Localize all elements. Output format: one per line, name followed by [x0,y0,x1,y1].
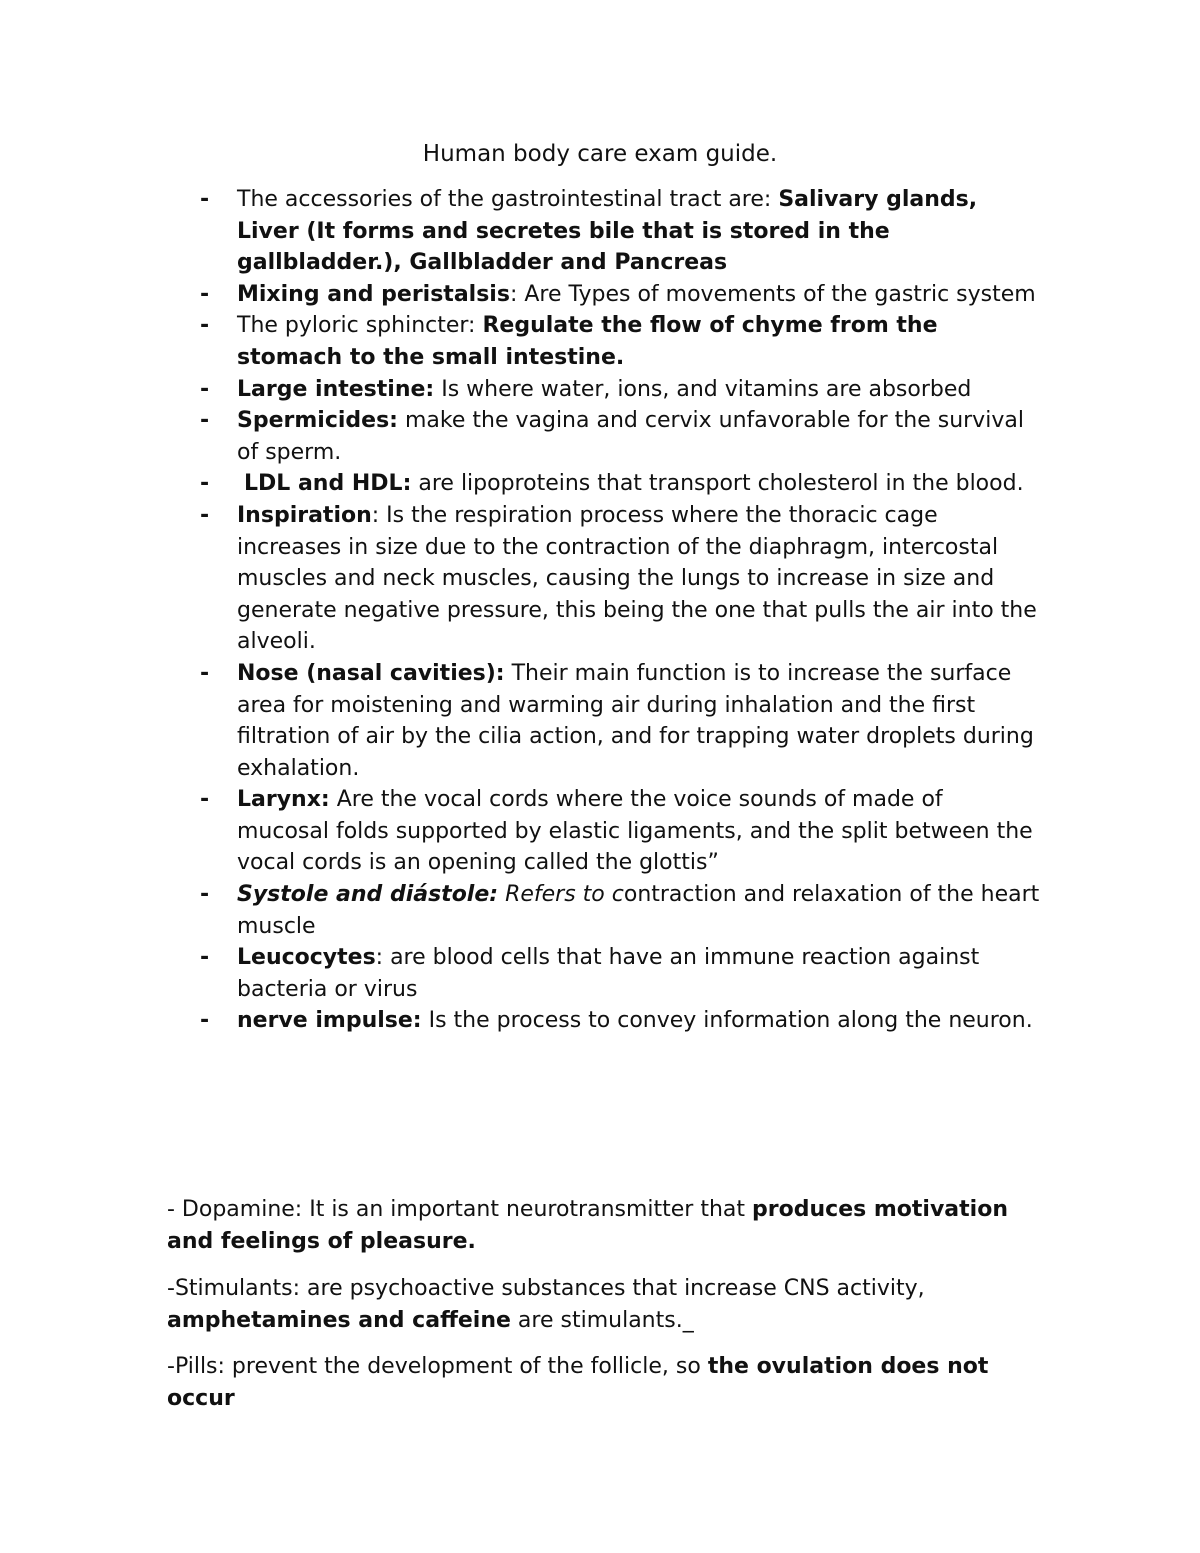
list-item-term: Inspiration [237,502,372,528]
list-item-text: make the vagina and cervix unfavorable for the survival of sperm. [237,408,1024,465]
list-item-text [237,471,244,496]
paragraph-text: - Dopamine: It is an important neurotransmitter that [167,1197,753,1222]
list-item-text: Is the process to convey information along the neuron. [421,1008,1033,1034]
page-title: Human body care exam guide. [422,141,778,167]
bullet-dash: - [200,945,210,971]
list-item-systole-diastole [200,879,1040,942]
list-item-text: Their main function is to increase the surface area for moistening and warming air during inhalation and the first filtration of air by the cilia action, and for trapping water droplets during exhalation. [237,660,1034,781]
list-item-term: Large intestine: [237,376,435,402]
list-item-term: Salivary glands, Liver (It forms and secretes bile that is stored in the gallbladder.), Gallbladder and Pancreas [237,187,978,276]
list-item-text: : Are Types of movements of the gastric system [509,281,1036,307]
bullet-dash: - [200,660,210,686]
list-item-gi-accessories [200,184,1040,279]
list-item-text: Are the vocal cords where the voice sounds of made of mucosal folds supported by elastic ligaments, and the split between the vocal cords is an opening called the glottis” [237,787,1033,876]
bullet-dash: - [200,882,210,908]
list-item-inspiration [200,500,1040,658]
list-item-pyloric-sphincter [200,310,1040,373]
paragraph-text: -Pills: prevent the development of the follicle, so [167,1354,708,1379]
bullet-dash: - [200,281,210,307]
list-item-text: are lipoproteins that transport cholesterol in the blood. [411,471,1024,497]
list-item-term: Systole and diástole: [237,882,499,908]
list-item-text: The pyloric sphincter: [237,313,483,339]
bullet-dash: - [200,408,210,434]
list-item-term: nerve impulse: [237,1008,422,1034]
list-item-peristalsis [200,279,1040,311]
paragraph-bold-text: amphetamines and caffeine [167,1307,511,1333]
list-item-term: LDL and HDL: [244,471,412,497]
list-item-term: Larynx: [237,787,330,813]
paragraph-bold-text: the ovulation does not occur [167,1354,989,1411]
paragraph-text-after: are stimulants._ [510,1307,694,1333]
paragraph-text: -Stimulants: are psychoactive substances that increase CNS activity, [167,1276,925,1301]
list-item-larynx [200,784,1040,879]
list-item-large-intestine [200,374,1040,406]
bullet-dash: - [200,787,210,813]
list-item-text: The accessories of the gastrointestinal tract are: [237,187,779,212]
list-item-leucocytes [200,942,1040,1005]
bullet-dash: - [200,1008,210,1034]
list-item-text: ontraction and relaxation of the heart muscle [237,882,1040,939]
list-item-spermicides [200,405,1040,468]
bullet-list [200,184,1040,1037]
bullet-dash: - [200,471,210,497]
bullet-dash: - [200,313,210,339]
list-item-text: : are blood cells that have an immune reaction against bacteria or virus [237,945,980,1002]
list-item-term: Leucocytes [237,945,376,971]
bullet-dash: - [200,376,210,402]
list-item-text: Is where water, ions, and vitamins are absorbed [434,376,972,402]
list-item-term: Spermicides: [237,408,398,434]
list-item-text: : Is the respiration process where the thoracic cage increases in size due to the contraction of the diaphragm, intercostal muscles and neck muscles, causing the lungs to increase in size and generate negative pressure, this being the one that pulls the air into the alveoli. [237,502,1037,655]
list-item-italic-text: Refers to c [498,882,624,908]
paragraph-stimulants [167,1273,1047,1336]
paragraph-bold-text: produces motivation and feelings of pleasure. [167,1197,1008,1254]
list-item-nerve-impulse [200,1005,1040,1037]
bullet-dash: - [200,187,210,212]
list-item-term: Regulate the flow of chyme from the stomach to the small intestine. [237,313,938,370]
list-item-nose [200,658,1040,784]
bullet-dash: - [200,502,210,528]
list-item-term: Nose (nasal cavities): [237,660,505,686]
paragraph-dopamine [167,1194,1047,1257]
list-item-ldl-hdl [200,468,1040,500]
list-item-term: Mixing and peristalsis [237,281,510,307]
paragraph-pills [167,1351,1047,1414]
